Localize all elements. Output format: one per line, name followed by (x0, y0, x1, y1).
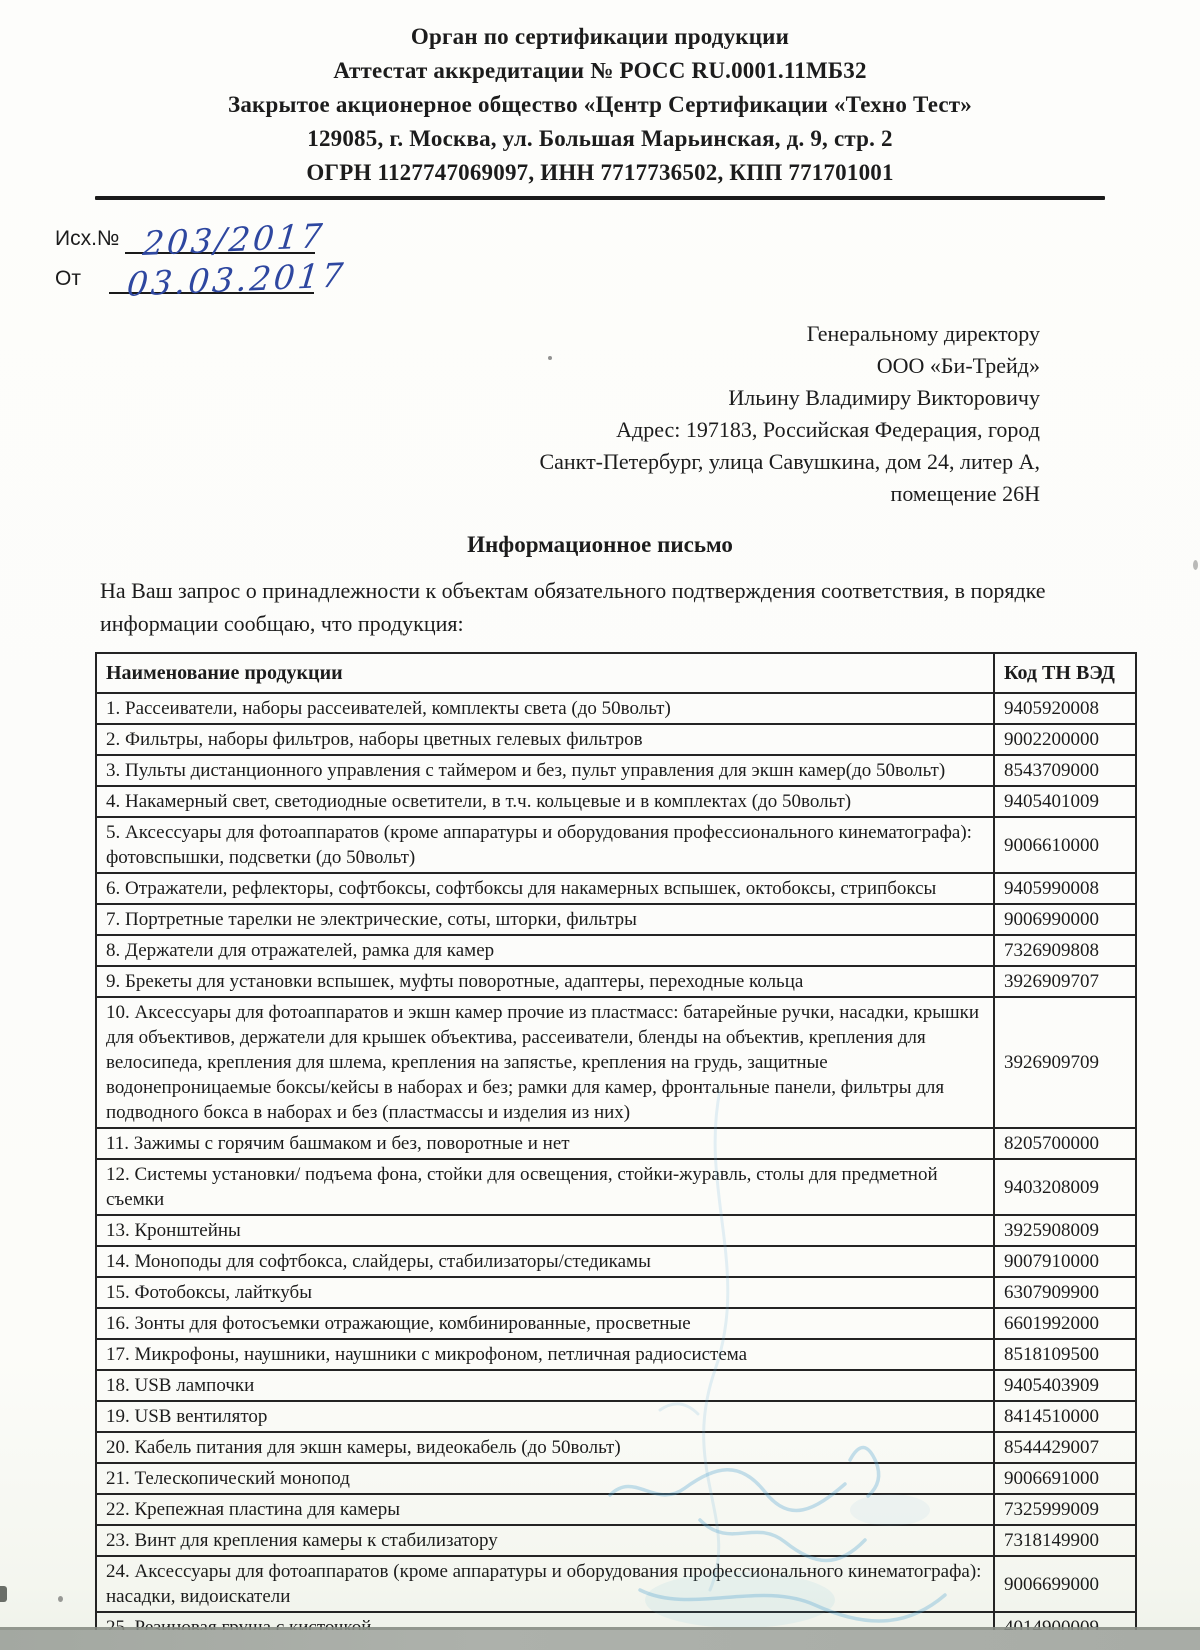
ref-date-label: От (55, 267, 81, 290)
product-code-cell: 9405403909 (994, 1370, 1136, 1401)
table-row (96, 997, 1136, 1128)
table-row (96, 1159, 1136, 1215)
product-code-cell: 7325999009 (994, 1494, 1136, 1525)
product-code-cell: 8414510000 (994, 1401, 1136, 1432)
products-table (95, 652, 1137, 1644)
table-row (96, 1339, 1136, 1370)
table-header-row (96, 653, 1136, 693)
table-row (96, 1215, 1136, 1246)
ref-number-label: Исх.№ (55, 227, 120, 250)
product-name-cell: 24. Аксессуары для фотоаппаратов (кроме аппаратуры и оборудования профессионального кинематографа): насадки, видоискатели (96, 1556, 994, 1612)
addressee-block (0, 318, 1040, 510)
product-code-cell: 9006699000 (994, 1556, 1136, 1612)
letterhead-line: Орган по сертификации продукции (410, 24, 790, 49)
table-row (96, 904, 1136, 935)
header-divider-rule (95, 196, 1105, 200)
table-row (96, 966, 1136, 997)
column-header-tn-ved-code: Код ТН ВЭД (994, 653, 1136, 693)
product-name-cell: 9. Брекеты для установки вспышек, муфты поворотные, адаптеры, переходные кольца (96, 966, 994, 997)
scanner-background-strip (0, 1630, 1200, 1650)
table-row (96, 1556, 1136, 1612)
product-code-cell: 7318149900 (994, 1525, 1136, 1556)
product-name-cell: 23. Винт для крепления камеры к стабилизатору (96, 1525, 994, 1556)
scan-speck (1193, 560, 1198, 570)
product-name-cell: 19. USB вентилятор (96, 1401, 994, 1432)
addressee-line: ООО «Би-Трейд» (876, 353, 1040, 378)
product-name-cell: 16. Зонты для фотосъемки отражающие, комбинированные, просветные (96, 1308, 994, 1339)
product-name-cell: 18. USB лампочки (96, 1370, 994, 1401)
product-name-cell: 4. Накамерный свет, светодиодные осветители, в т.ч. кольцевые и в комплектах (до 50вольт) (96, 786, 994, 817)
table-row (96, 935, 1136, 966)
letterhead (0, 20, 1200, 190)
column-header-product-name: Наименование продукции (96, 653, 994, 693)
product-code-cell: 9006691000 (994, 1463, 1136, 1494)
scan-speck (58, 1596, 63, 1602)
letterhead-line: 129085, г. Москва, ул. Большая Марьинская, д. 9, стр. 2 (307, 126, 893, 151)
product-code-cell: 9405990008 (994, 873, 1136, 904)
table-row (96, 1525, 1136, 1556)
outgoing-ref-block (55, 215, 395, 304)
table-row (96, 1370, 1136, 1401)
product-code-cell: 6601992000 (994, 1308, 1136, 1339)
product-code-cell: 9405401009 (994, 786, 1136, 817)
product-name-cell: 1. Рассеиватели, наборы рассеивателей, комплекты света (до 50вольт) (96, 693, 994, 724)
table-row (96, 693, 1136, 724)
product-name-cell: 12. Системы установки/ подъема фона, стойки для освещения, стойки-журавль, столы для предметной съемки (96, 1159, 994, 1215)
product-code-cell: 9403208009 (994, 1159, 1136, 1215)
ref-number-line (125, 215, 328, 264)
product-name-cell: 10. Аксессуары для фотоаппаратов и экшн камер прочие из пластмасс: батарейные ручки, насадки, крышки для объективов, держатели для крышек объектива, рассеиватели, бленды на объектив, крепления для велосипеда, крепления для шлема, крепления на запястье, крепления на грудь, защитные водонепроницаемые боксы/кейсы в наборах и без; рамки для камер, фронтальные панели, фильтры для подводного бокса в наборах и без (пластмассы и изделия из них) (96, 997, 994, 1128)
table-row (96, 1308, 1136, 1339)
table-row (96, 1494, 1136, 1525)
product-code-cell: 8544429007 (994, 1432, 1136, 1463)
table-row (96, 817, 1136, 873)
product-code-cell: 9405920008 (994, 693, 1136, 724)
letterhead-line: Аттестат аккредитации № РОСС RU.0001.11МБ32 (333, 58, 867, 83)
table-row (96, 724, 1136, 755)
table-row (96, 1246, 1136, 1277)
product-code-cell: 9006610000 (994, 817, 1136, 873)
table-row (96, 755, 1136, 786)
product-name-cell: 17. Микрофоны, наушники, наушники с микрофоном, петличная радиосистема (96, 1339, 994, 1370)
product-code-cell: 3926909707 (994, 966, 1136, 997)
paper-edge-notch (0, 1586, 7, 1602)
addressee-line: Санкт-Петербург, улица Савушкина, дом 24, литер А, (539, 449, 1040, 474)
product-name-cell: 11. Зажимы с горячим башмаком и без, поворотные и нет (96, 1128, 994, 1159)
ref-date-row (55, 255, 395, 304)
product-code-cell: 6307909900 (994, 1277, 1136, 1308)
addressee-line: помещение 26Н (890, 481, 1040, 506)
product-code-cell: 8518109500 (994, 1339, 1136, 1370)
product-name-cell: 3. Пульты дистанционного управления с таймером и без, пульт управления для экшн камер(до 50вольт) (96, 755, 994, 786)
document-title: Информационное письмо (467, 532, 733, 557)
product-name-cell: 14. Моноподы для софтбокса, слайдеры, стабилизаторы/стедикамы (96, 1246, 994, 1277)
product-name-cell: 22. Крепежная пластина для камеры (96, 1494, 994, 1525)
table-row (96, 1463, 1136, 1494)
table-row (96, 786, 1136, 817)
product-code-cell: 9002200000 (994, 724, 1136, 755)
product-code-cell: 3926909709 (994, 997, 1136, 1128)
intro-paragraph: На Ваш запрос о принадлежности к объектам обязательного подтверждения соответствия, в порядке информации сообщаю, что продукция: (100, 578, 1046, 636)
table-row (96, 873, 1136, 904)
addressee-line: Генеральному директору (806, 321, 1040, 346)
product-name-cell: 6. Отражатели, рефлекторы, софтбоксы, софтбоксы для накамерных вспышек, октобоксы, стрипбоксы (96, 873, 994, 904)
addressee-line: Адрес: 197183, Российская Федерация, город (616, 417, 1040, 442)
product-name-cell: 15. Фотобоксы, лайткубы (96, 1277, 994, 1308)
table-row (96, 1277, 1136, 1308)
product-name-cell: 5. Аксессуары для фотоаппаратов (кроме аппаратуры и оборудования профессионального кинематографа): фотовспышки, подсветки (до 50вольт) (96, 817, 994, 873)
product-name-cell: 7. Портретные тарелки не электрические, соты, шторки, фильтры (96, 904, 994, 935)
product-code-cell: 8205700000 (994, 1128, 1136, 1159)
ref-date-line (109, 255, 348, 304)
ref-date-handwritten-value: 03.03.2017 (125, 255, 348, 304)
product-name-cell: 21. Телескопический монопод (96, 1463, 994, 1494)
table-row (96, 1401, 1136, 1432)
ref-number-handwritten-value: 203/2017 (141, 215, 328, 264)
product-name-cell: 2. Фильтры, наборы фильтров, наборы цветных гелевых фильтров (96, 724, 994, 755)
letterhead-line: ОГРН 1127747069097, ИНН 7717736502, КПП 771701001 (306, 160, 894, 185)
product-code-cell: 3925908009 (994, 1215, 1136, 1246)
product-name-cell: 13. Кронштейны (96, 1215, 994, 1246)
product-code-cell: 8543709000 (994, 755, 1136, 786)
product-code-cell: 7326909808 (994, 935, 1136, 966)
letterhead-line: Закрытое акционерное общество «Центр Сертификации «Техно Тест» (228, 92, 972, 117)
product-code-cell: 9007910000 (994, 1246, 1136, 1277)
table-row (96, 1432, 1136, 1463)
product-name-cell: 20. Кабель питания для экшн камеры, видеокабель (до 50вольт) (96, 1432, 994, 1463)
product-name-cell: 8. Держатели для отражателей, рамка для камер (96, 935, 994, 966)
table-row (96, 1128, 1136, 1159)
addressee-line: Ильину Владимиру Викторовичу (728, 385, 1040, 410)
product-code-cell: 9006990000 (994, 904, 1136, 935)
